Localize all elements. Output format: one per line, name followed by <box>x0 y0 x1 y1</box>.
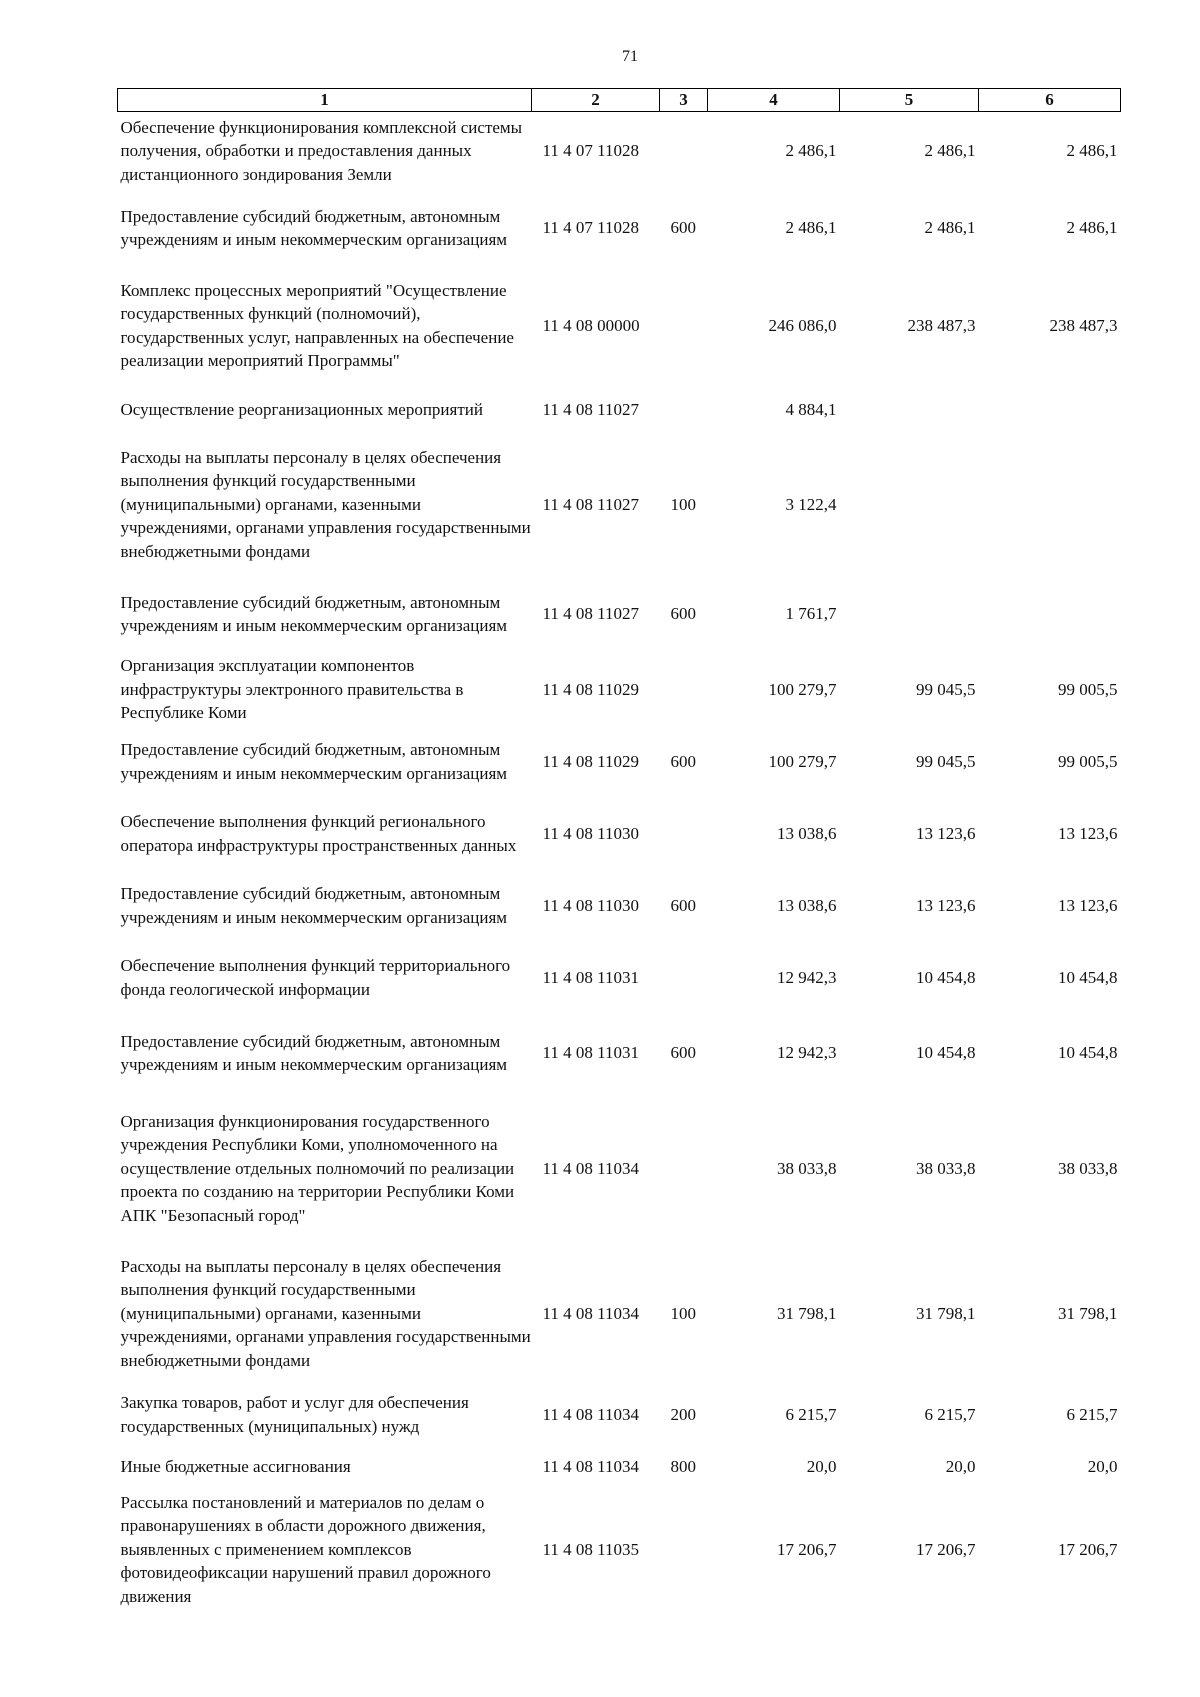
row-amount-col6: 20,0 <box>1087 1456 1118 1476</box>
row-amount-col5: 13 123,6 <box>916 895 976 915</box>
table-row <box>118 1487 1121 1613</box>
row-target-code: 11 4 08 11034 <box>542 1404 639 1424</box>
table-header-row <box>118 89 1121 112</box>
row-amount-col5 <box>840 385 979 435</box>
row-amount-col6: 2 486,1 <box>1066 218 1118 238</box>
row-amount-col4: 100 279,7 <box>768 751 837 771</box>
row-target-code: 11 4 08 11031 <box>542 967 639 987</box>
row-target-code: 11 4 08 11029 <box>542 751 639 771</box>
row-amount-col5: 17 206,7 <box>916 1539 976 1559</box>
row-amount-col5: 31 798,1 <box>916 1303 976 1323</box>
row-name: Предоставление субсидий бюджетным, автономным учреждениям и иным некоммерческим организациям <box>120 592 508 635</box>
row-expense-type: 600 <box>670 218 696 238</box>
row-target-code: 11 4 07 11028 <box>542 141 639 160</box>
row-target-code: 11 4 08 11034 <box>542 1456 639 1476</box>
row-target-code: 11 4 07 11028 <box>542 218 639 238</box>
row-amount-col4: 31 798,1 <box>777 1303 837 1323</box>
row-expense-type: 100 <box>670 1303 696 1323</box>
row-expense-type <box>660 942 708 1014</box>
row-name: Расходы на выплаты персоналу в целях обеспечения выполнения функций государственными (муниципальными) органами, казенными учреждениями, органами управления государственными внебюджетными фондами <box>120 447 531 561</box>
row-name: Организация функционирования государственного учреждения Республики Коми, уполномоченного на осуществление отдельных полномочий по реализации проекта по созданию на территории Республики Коми АПК "Безопасный город" <box>120 1111 515 1225</box>
row-amount-col4: 13 038,6 <box>777 823 837 843</box>
row-amount-col4: 2 486,1 <box>785 141 837 160</box>
row-target-code: 11 4 08 00000 <box>542 315 640 335</box>
row-expense-type <box>660 1487 708 1613</box>
table-row <box>118 654 1121 726</box>
table-row <box>118 385 1121 435</box>
row-name: Предоставление субсидий бюджетным, автономным учреждениям и иным некоммерческим организациям <box>120 884 508 927</box>
row-expense-type <box>660 385 708 435</box>
row-amount-col5: 13 123,6 <box>916 823 976 843</box>
row-amount-col6 <box>979 435 1121 575</box>
row-target-code: 11 4 08 11030 <box>542 895 639 915</box>
row-amount-col6: 2 486,1 <box>1066 141 1118 160</box>
row-target-code: 11 4 08 11027 <box>542 604 639 624</box>
table-row <box>118 870 1121 942</box>
row-expense-type: 200 <box>670 1404 696 1424</box>
row-name: Закупка товаров, работ и услуг для обеспечения государственных (муниципальных) нужд <box>120 1393 469 1436</box>
column-header-4: 4 <box>708 89 840 112</box>
table-row <box>118 575 1121 654</box>
row-expense-type: 800 <box>670 1456 696 1476</box>
row-amount-col4: 1 761,7 <box>785 604 837 624</box>
table-row <box>118 435 1121 575</box>
row-amount-col5: 238 487,3 <box>907 315 976 335</box>
row-expense-type: 600 <box>670 751 696 771</box>
row-amount-col5: 20,0 <box>945 1456 976 1476</box>
row-amount-col6: 99 005,5 <box>1058 679 1118 699</box>
row-amount-col5: 2 486,1 <box>924 141 976 160</box>
row-amount-col4: 17 206,7 <box>777 1539 837 1559</box>
row-name: Комплекс процессных мероприятий "Осуществление государственных функций (полномочий), государственных услуг, направленных на обеспечение реализации мероприятий Программы" <box>120 280 514 370</box>
row-amount-col5: 2 486,1 <box>924 218 976 238</box>
row-amount-col6 <box>979 385 1121 435</box>
column-header-5: 5 <box>840 89 979 112</box>
row-target-code: 11 4 08 11031 <box>542 1043 639 1063</box>
row-target-code: 11 4 08 11030 <box>542 823 639 843</box>
row-amount-col6: 10 454,8 <box>1058 1043 1118 1063</box>
row-target-code: 11 4 08 11035 <box>542 1539 639 1559</box>
row-expense-type <box>660 112 708 190</box>
row-target-code: 11 4 08 11034 <box>542 1158 639 1178</box>
row-name: Рассылка постановлений и материалов по делам о правонарушениях в области дорожного движения, выявленных с применением комплексов фотовидеофиксации нарушений правил дорожного движения <box>120 1492 491 1606</box>
row-name: Организация эксплуатации компонентов инфраструктуры электронного правительства в Республике Коми <box>120 656 464 723</box>
row-expense-type: 600 <box>670 604 696 624</box>
row-amount-col6: 38 033,8 <box>1058 1158 1118 1178</box>
row-amount-col5: 6 215,7 <box>924 1404 976 1424</box>
row-expense-type <box>660 267 708 385</box>
row-amount-col5: 99 045,5 <box>916 679 976 699</box>
row-amount-col6: 6 215,7 <box>1066 1404 1118 1424</box>
row-amount-col4: 246 086,0 <box>768 315 837 335</box>
row-name: Обеспечение выполнения функций территориального фонда геологической информации <box>120 956 511 999</box>
row-name: Предоставление субсидий бюджетным, автономным учреждениям и иным некоммерческим организациям <box>120 1031 508 1074</box>
row-target-code: 11 4 08 11027 <box>542 494 639 514</box>
row-amount-col4: 38 033,8 <box>777 1158 837 1178</box>
table-row <box>118 726 1121 798</box>
row-amount-col4: 100 279,7 <box>768 679 837 699</box>
row-amount-col5: 10 454,8 <box>916 1043 976 1063</box>
row-name: Иные бюджетные ассигнования <box>120 1456 351 1476</box>
column-header-3: 3 <box>660 89 708 112</box>
row-amount-col4: 4 884,1 <box>785 399 837 419</box>
table-row <box>118 112 1121 190</box>
row-amount-col6: 10 454,8 <box>1058 967 1118 987</box>
row-amount-col4: 20,0 <box>806 1456 837 1476</box>
row-amount-col6: 31 798,1 <box>1058 1303 1118 1323</box>
table-row <box>118 942 1121 1014</box>
table-row <box>118 798 1121 870</box>
row-name: Расходы на выплаты персоналу в целях обеспечения выполнения функций государственными (муниципальными) органами, казенными учреждениями, органами управления государственными внебюджетными фондами <box>120 1256 531 1370</box>
row-amount-col6: 17 206,7 <box>1058 1539 1118 1559</box>
row-expense-type <box>660 654 708 726</box>
row-amount-col4: 3 122,4 <box>785 494 837 514</box>
row-amount-col5 <box>840 575 979 654</box>
row-expense-type <box>660 1093 708 1245</box>
row-amount-col6: 99 005,5 <box>1058 751 1118 771</box>
row-amount-col5: 10 454,8 <box>916 967 976 987</box>
row-target-code: 11 4 08 11029 <box>542 679 639 699</box>
row-amount-col4: 12 942,3 <box>777 1043 837 1063</box>
table-row <box>118 1383 1121 1447</box>
row-name: Обеспечение функционирования комплексной системы получения, обработки и предоставления данных дистанционного зондирования Земли <box>120 117 523 184</box>
table-row <box>118 1245 1121 1383</box>
table-row <box>118 267 1121 385</box>
row-expense-type: 100 <box>670 494 696 514</box>
row-amount-col5 <box>840 435 979 575</box>
row-name: Обеспечение выполнения функций регионального оператора инфраструктуры пространственных данных <box>120 812 517 855</box>
column-header-1: 1 <box>118 89 532 112</box>
row-amount-col4: 13 038,6 <box>777 895 837 915</box>
table-row <box>118 1014 1121 1093</box>
row-amount-col6: 238 487,3 <box>1049 315 1118 335</box>
row-amount-col5: 38 033,8 <box>916 1158 976 1178</box>
row-amount-col4: 6 215,7 <box>785 1404 837 1424</box>
column-header-6: 6 <box>979 89 1121 112</box>
row-amount-col5: 99 045,5 <box>916 751 976 771</box>
row-name: Предоставление субсидий бюджетным, автономным учреждениям и иным некоммерческим организациям <box>120 740 508 783</box>
row-target-code: 11 4 08 11027 <box>542 399 639 419</box>
table-row <box>118 1093 1121 1245</box>
row-expense-type <box>660 798 708 870</box>
table-row <box>118 1447 1121 1487</box>
row-amount-col6 <box>979 575 1121 654</box>
row-target-code: 11 4 08 11034 <box>542 1303 639 1323</box>
table-row <box>118 190 1121 267</box>
row-name: Предоставление субсидий бюджетным, автономным учреждениям и иным некоммерческим организациям <box>120 206 508 249</box>
row-expense-type: 600 <box>670 1043 696 1063</box>
row-amount-col6: 13 123,6 <box>1058 895 1118 915</box>
column-header-2: 2 <box>532 89 660 112</box>
row-name: Осуществление реорганизационных мероприятий <box>120 399 483 419</box>
row-expense-type: 600 <box>670 895 696 915</box>
row-amount-col6: 13 123,6 <box>1058 823 1118 843</box>
page-number: 71 <box>622 48 638 65</box>
row-amount-col4: 12 942,3 <box>777 967 837 987</box>
row-amount-col4: 2 486,1 <box>785 218 837 238</box>
budget-table <box>117 88 1121 1613</box>
